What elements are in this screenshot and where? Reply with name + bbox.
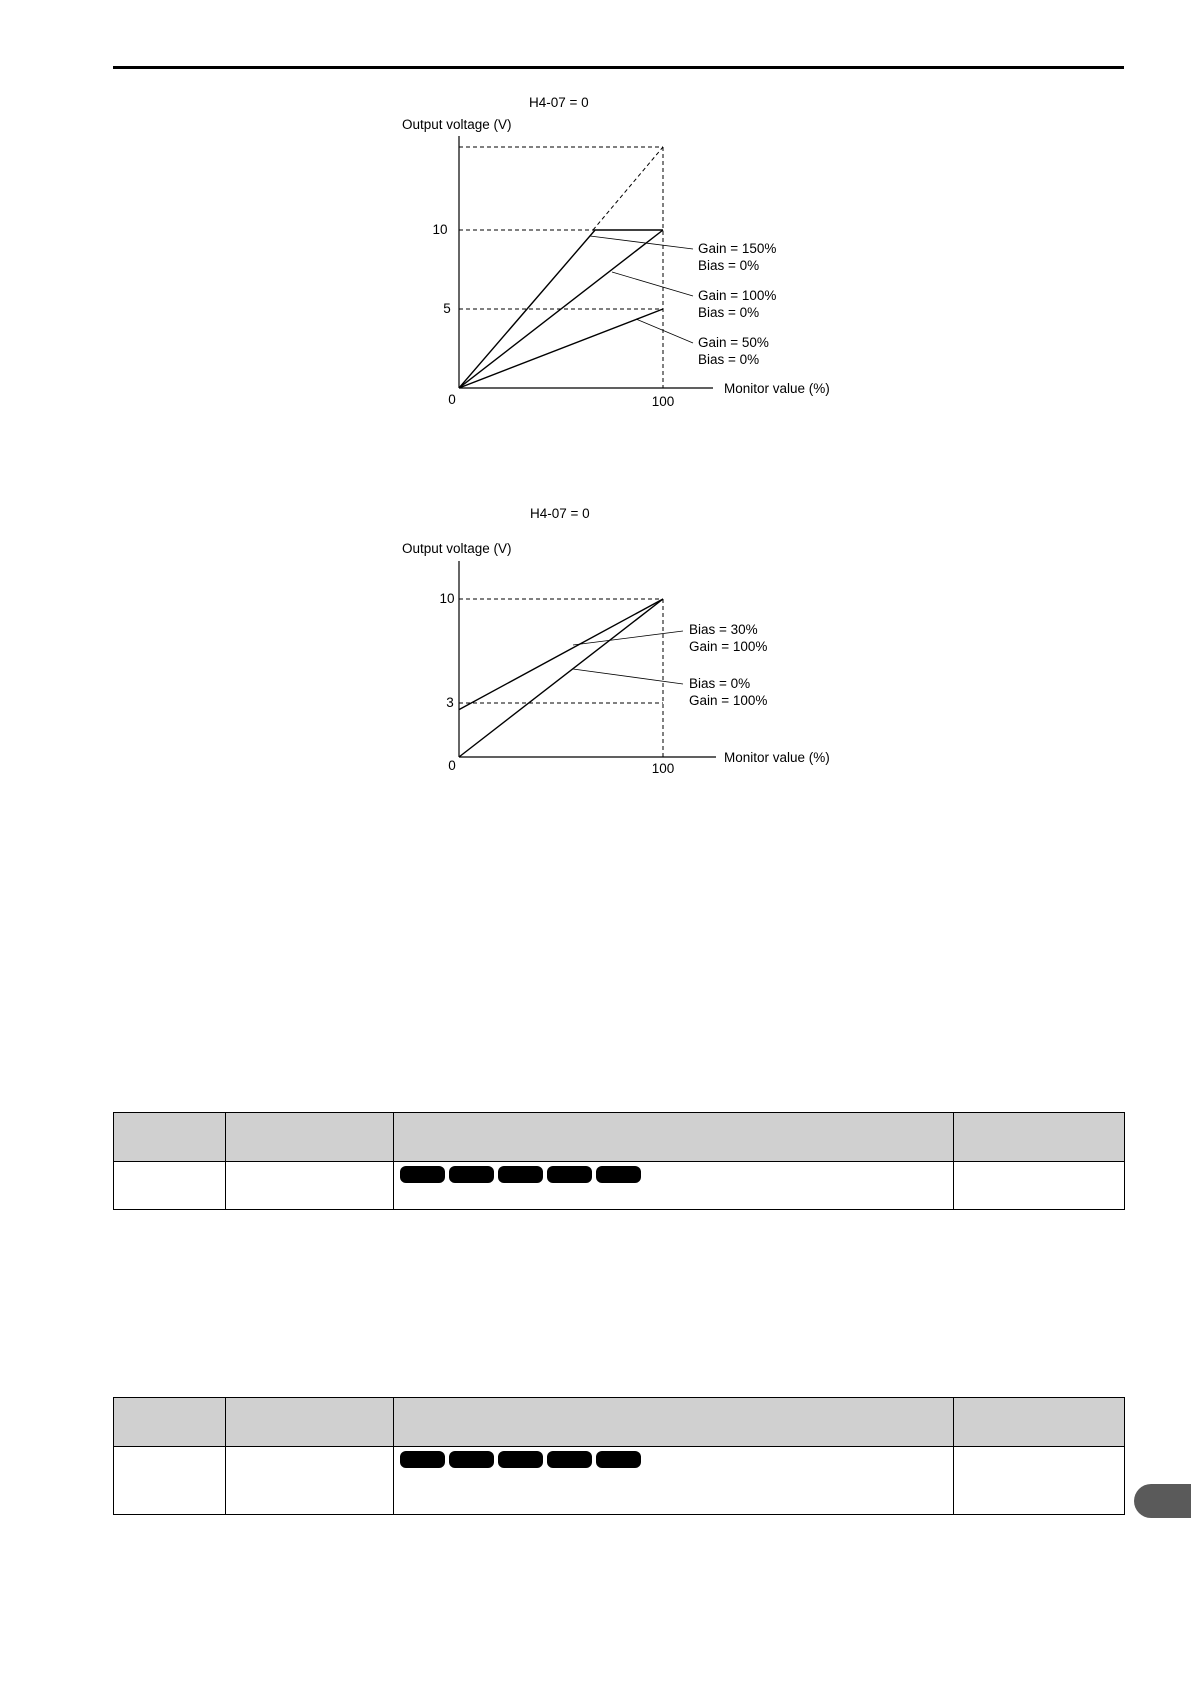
chart1-tick-origin: 0 [448,392,456,407]
chart2-tick-100: 100 [651,761,675,776]
chart2-ann2-line1: Bias = 0% [689,676,751,691]
chart2-series-line-1 [459,599,663,710]
chart1-xlabel: Monitor value (%) [724,381,830,396]
parameter-table-1 [113,1112,1125,1210]
chart2-ylabel: Output voltage (V) [402,541,512,556]
table-header-cell [114,1113,226,1162]
parameter-table-2 [113,1397,1125,1515]
chart2-tick-3: 3 [446,695,454,710]
table-header-cell [954,1113,1125,1162]
table-cell [114,1447,226,1515]
chart1-tick-100: 100 [651,394,675,409]
table-row [114,1447,1125,1515]
table-header-cell [394,1398,954,1447]
chart1-title: H4-07 = 0 [529,95,589,110]
table-cell [954,1162,1125,1210]
chart2-title: H4-07 = 0 [530,506,590,521]
control-mode-badges [400,1447,947,1468]
control-mode-badge [498,1451,543,1468]
table-header-row [114,1398,1125,1447]
control-mode-badge [400,1166,445,1183]
chart2-tick-10: 10 [439,591,455,606]
table-cell [114,1162,226,1210]
chart2-series-line-2 [459,599,663,757]
chart2-ann2-line2: Gain = 100% [689,693,768,708]
chart1-tick-5: 5 [443,301,451,316]
table-header-row [114,1113,1125,1162]
chart1-leader-gain50 [636,319,693,343]
table-header-cell [394,1113,954,1162]
control-mode-badge [596,1451,641,1468]
figure-bias-chart [0,490,1191,790]
chart2-ann1-line2: Gain = 100% [689,639,768,654]
control-mode-badge [547,1451,592,1468]
figure-gain-chart [0,0,1191,440]
chart1-tick-10: 10 [432,222,448,237]
chart2-xlabel: Monitor value (%) [724,750,830,765]
control-mode-badge [547,1166,592,1183]
chart1-ann3-line1: Gain = 50% [698,335,769,350]
chapter-side-tab [1134,1484,1191,1518]
table-header-cell [226,1398,394,1447]
chart1-ann1-line2: Bias = 0% [698,258,760,273]
chart2-leader-bias0 [573,669,683,684]
table-cell-control-modes [394,1162,954,1210]
chart2-leader-bias30 [573,631,683,645]
control-mode-badge [400,1451,445,1468]
table-header-cell [226,1113,394,1162]
chart1-ann1-line1: Gain = 150% [698,241,777,256]
table-cell [954,1447,1125,1515]
chart1-ann3-line2: Bias = 0% [698,352,760,367]
chart1-ann2-line2: Bias = 0% [698,305,760,320]
chart1-ylabel: Output voltage (V) [402,117,512,132]
control-mode-badge [596,1166,641,1183]
bias-chart-svg [0,490,1191,790]
chart1-gain150-extension [593,147,663,230]
chart1-leader-gain100 [612,272,693,296]
control-mode-badge [498,1166,543,1183]
table-header-cell [114,1398,226,1447]
chart1-series-line-3 [459,309,663,388]
control-mode-badge [449,1451,494,1468]
table-row [114,1162,1125,1210]
table-cell [226,1447,394,1515]
control-mode-badge [449,1166,494,1183]
table-cell [226,1162,394,1210]
chart1-ann2-line1: Gain = 100% [698,288,777,303]
table-header-cell [954,1398,1125,1447]
control-mode-badges [400,1162,947,1183]
chart2-tick-origin: 0 [448,758,456,773]
table-cell-control-modes [394,1447,954,1515]
gain-chart-svg [0,0,1191,440]
chart2-series-group [459,599,663,757]
chart2-ann1-line1: Bias = 30% [689,622,758,637]
